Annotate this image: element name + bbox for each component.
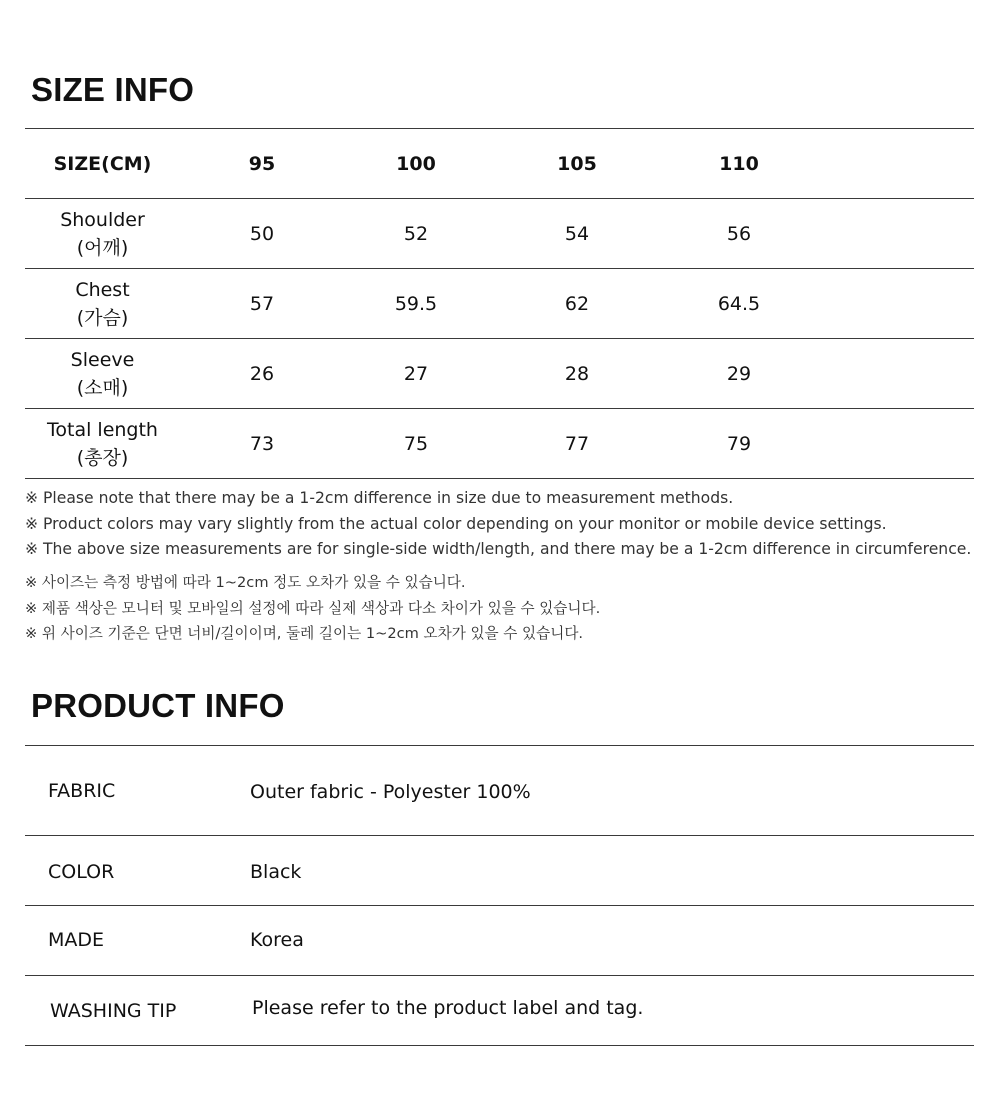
note-line: ※ Product colors may vary slightly from the actual color depending on your monitor or mobile device settings. <box>25 515 887 533</box>
size-header-110: 110 <box>719 152 759 175</box>
table-cell: 29 <box>726 362 752 385</box>
note-line: ※ Please note that there may be a 1-2cm difference in size due to measurement methods. <box>25 489 734 507</box>
row-label-en: Total length <box>47 418 158 441</box>
table-cell: 57 <box>249 292 275 315</box>
table-cell: 59.5 <box>394 292 438 315</box>
product-row-color <box>25 836 974 905</box>
product-label: MADE <box>48 929 105 951</box>
row-label-ko: (어깨) <box>76 236 129 259</box>
row-label <box>25 409 180 478</box>
table-divider <box>25 478 974 479</box>
row-label-ko: (소매) <box>76 376 129 399</box>
product-label: COLOR <box>48 861 115 883</box>
row-label <box>25 339 180 408</box>
table-row-chest <box>25 269 974 338</box>
product-value: Outer fabric - Polyester 100% <box>250 781 531 803</box>
product-value: Please refer to the product label and tag. <box>252 997 644 1019</box>
product-row-made <box>25 906 974 975</box>
row-label-ko: (총장) <box>76 446 129 469</box>
size-header-105: 105 <box>557 152 597 175</box>
row-label-en: Chest <box>75 278 130 301</box>
size-info-title: SIZE INFO <box>31 71 195 108</box>
row-label-en: Shoulder <box>60 208 145 231</box>
row-label <box>25 269 180 338</box>
product-label: FABRIC <box>48 780 116 802</box>
product-row-fabric <box>25 746 974 835</box>
table-row-sleeve <box>25 339 974 408</box>
size-header-95: 95 <box>248 152 276 175</box>
table-cell: 62 <box>564 292 590 315</box>
table-cell: 77 <box>564 432 590 455</box>
product-info-title: PRODUCT INFO <box>31 687 285 724</box>
table-cell: 64.5 <box>717 292 761 315</box>
table-cell: 26 <box>249 362 275 385</box>
table-cell: 50 <box>249 222 275 245</box>
row-label-ko: (가슴) <box>76 306 129 329</box>
note-line: ※ 제품 색상은 모니터 및 모바일의 설정에 따라 실제 색상과 다소 차이가 있을 수 있습니다. <box>25 600 601 617</box>
note-line: ※ 사이즈는 측정 방법에 따라 1~2cm 정도 오차가 있을 수 있습니다. <box>25 574 466 591</box>
size-header-label: SIZE(CM) <box>53 152 152 175</box>
table-cell: 73 <box>249 432 275 455</box>
row-label <box>25 199 180 268</box>
note-line: ※ 위 사이즈 기준은 단면 너비/길이이며, 둘레 길이는 1~2cm 오차가 있을 수 있습니다. <box>25 625 584 642</box>
size-header-100: 100 <box>396 152 436 175</box>
table-cell: 52 <box>403 222 429 245</box>
table-divider <box>25 1045 974 1046</box>
product-value: Korea <box>250 929 304 951</box>
row-label-en: Sleeve <box>70 348 135 371</box>
product-row-washing-tip <box>25 976 974 1045</box>
table-cell: 75 <box>403 432 429 455</box>
size-table-header <box>25 129 974 198</box>
table-cell: 79 <box>726 432 752 455</box>
product-label: WASHING TIP <box>50 1000 177 1022</box>
table-row-total-length <box>25 409 974 478</box>
table-cell: 27 <box>403 362 429 385</box>
product-value: Black <box>250 861 302 883</box>
note-line: ※ The above size measurements are for single-side width/length, and there may be a 1-2cm difference in circumference. <box>25 540 972 558</box>
table-row-shoulder <box>25 199 974 268</box>
table-cell: 54 <box>564 222 590 245</box>
table-cell: 28 <box>564 362 590 385</box>
table-cell: 56 <box>726 222 752 245</box>
